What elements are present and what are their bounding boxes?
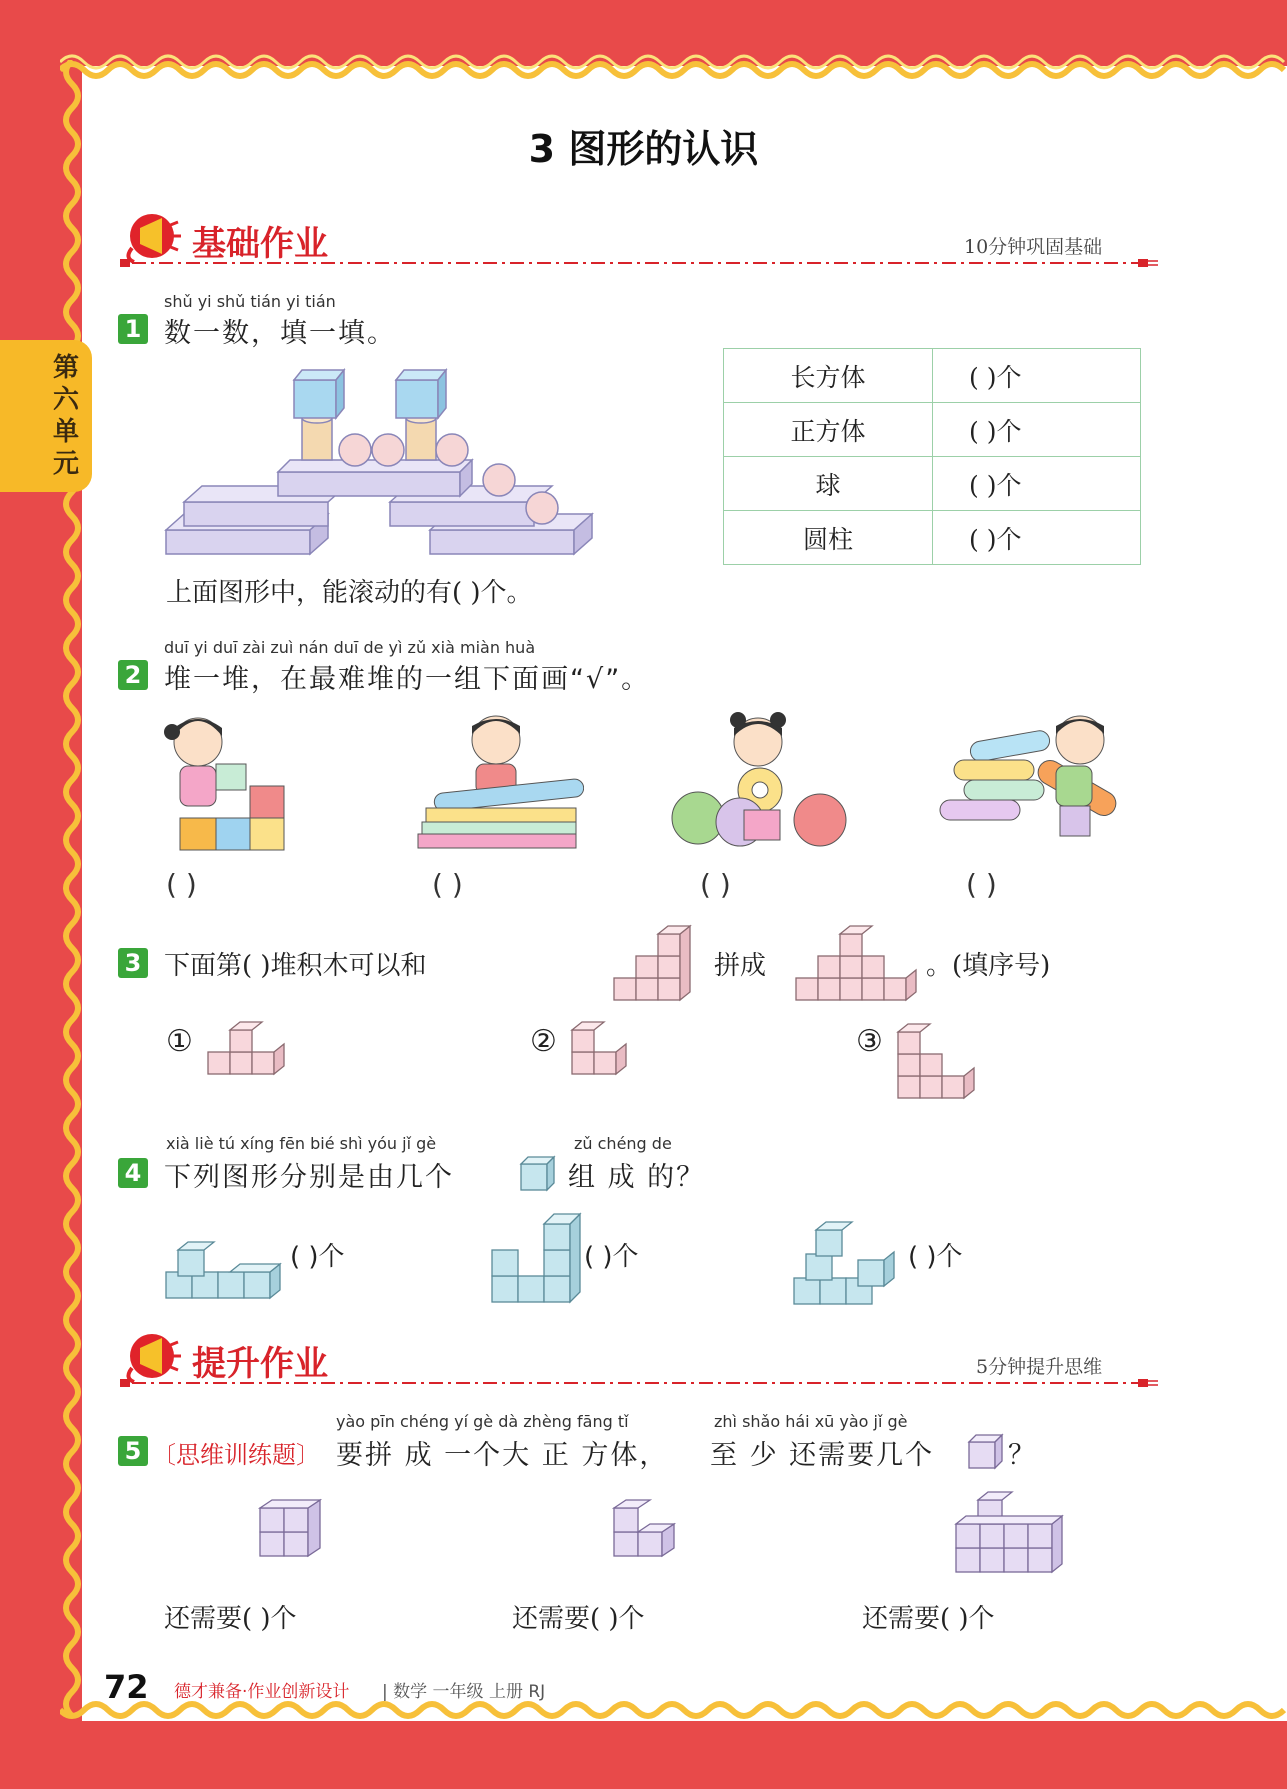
boy-stacking-cylinders-illustration bbox=[934, 706, 1124, 856]
q3-staircase-blocks bbox=[612, 920, 698, 1004]
q5-answer-2[interactable]: 还需要( )个 bbox=[512, 1604, 645, 1634]
q5-figure-2 bbox=[612, 1496, 700, 1562]
shape-name: 正方体 bbox=[724, 403, 933, 457]
section-basic-divider bbox=[118, 256, 1158, 270]
q3-text-a[interactable]: 下面第( )堆积木可以和 bbox=[164, 951, 427, 981]
table-row bbox=[724, 349, 1141, 403]
q4-number: 4 bbox=[118, 1158, 148, 1188]
small-cube-icon bbox=[966, 1432, 1006, 1472]
q1-number: 1 bbox=[118, 314, 148, 344]
q4-figure-3 bbox=[792, 1204, 912, 1310]
boy-stacking-cuboids-illustration bbox=[414, 706, 584, 856]
q5-number: 5 bbox=[118, 1436, 148, 1466]
answer-blank[interactable]: ( )个 bbox=[933, 457, 1141, 511]
q4-figure-2 bbox=[490, 1200, 590, 1310]
q2-text: 堆一堆，在最难堆的一组下面画“√”。 bbox=[164, 664, 651, 695]
girl-stacking-cubes-illustration bbox=[160, 706, 300, 856]
bottom-wave-border bbox=[60, 1698, 1287, 1738]
shape-name: 长方体 bbox=[724, 349, 933, 403]
footer-brand: 德才兼备·作业创新设计 bbox=[174, 1682, 350, 1702]
page-title: 3 图形的认识 bbox=[528, 127, 759, 171]
answer-blank[interactable]: ( )个 bbox=[933, 349, 1141, 403]
q5-text-a: 要拼 成 一个大 正 方体， bbox=[336, 1440, 669, 1471]
q3-option-1-blocks bbox=[206, 1018, 292, 1078]
q4-answer-3[interactable]: ( )个 bbox=[908, 1242, 963, 1272]
unit-side-tab-label: 第六单元 bbox=[52, 353, 79, 479]
section-advanced-divider bbox=[118, 1376, 1158, 1390]
q3-pyramid-blocks bbox=[794, 920, 930, 1004]
q4-figure-1 bbox=[164, 1220, 294, 1310]
q1-pinyin: shǔ yi shǔ tián yi tián bbox=[164, 292, 336, 311]
q3-number: 3 bbox=[118, 948, 148, 978]
q2-answer-1[interactable]: ( ) bbox=[166, 868, 197, 901]
q3-option-1[interactable]: ① bbox=[166, 1024, 193, 1059]
q5-text-c: ？ bbox=[1008, 1440, 1037, 1471]
unit-side-tab bbox=[0, 340, 92, 492]
q3-option-3-blocks bbox=[896, 1018, 982, 1104]
q5-text-b: 至 少 还需要几个 bbox=[710, 1440, 935, 1471]
q4-answer-1[interactable]: ( )个 bbox=[290, 1242, 345, 1272]
q5-pinyin-a: yào pīn chéng yí gè dà zhèng fāng tǐ bbox=[336, 1412, 629, 1431]
q2-answer-2[interactable]: ( ) bbox=[432, 868, 463, 901]
q1-count-table bbox=[723, 348, 1141, 565]
answer-blank[interactable]: ( )个 bbox=[933, 403, 1141, 457]
girl-stacking-balls-illustration bbox=[668, 706, 848, 856]
q2-number: 2 bbox=[118, 660, 148, 690]
q2-answer-4[interactable]: ( ) bbox=[966, 868, 997, 901]
q4-text-b: 组 成 的？ bbox=[568, 1162, 706, 1193]
section-basic-title: 基础作业 bbox=[192, 224, 328, 264]
unit-cube-icon bbox=[518, 1154, 558, 1194]
q5-answer-3[interactable]: 还需要( )个 bbox=[862, 1604, 995, 1634]
q4-answer-2[interactable]: ( )个 bbox=[584, 1242, 639, 1272]
q5-figure-3 bbox=[954, 1484, 1066, 1578]
q2-answer-3[interactable]: ( ) bbox=[700, 868, 731, 901]
shape-name: 球 bbox=[724, 457, 933, 511]
footer-info: | 数学 一年级 上册 RJ bbox=[382, 1682, 546, 1702]
table-row bbox=[724, 457, 1141, 511]
q4-text-a: 下列图形分别是由几个 bbox=[164, 1162, 454, 1193]
shape-name: 圆柱 bbox=[724, 511, 933, 565]
q5-pinyin-b: zhì shǎo hái xū yào jǐ gè bbox=[714, 1412, 908, 1431]
q3-option-3[interactable]: ③ bbox=[856, 1024, 883, 1059]
table-row bbox=[724, 403, 1141, 457]
q3-option-2-blocks bbox=[570, 1018, 636, 1078]
q4-pinyin-a: xià liè tú xíng fēn bié shì yóu jǐ gè bbox=[166, 1134, 437, 1153]
q5-figure-1 bbox=[258, 1496, 334, 1562]
q4-pinyin-b: zǔ chéng de bbox=[574, 1134, 672, 1153]
top-wave-border bbox=[60, 40, 1287, 80]
answer-blank[interactable]: ( )个 bbox=[933, 511, 1141, 565]
q1-shapes-figure bbox=[160, 362, 600, 562]
q1-text: 数一数，填一填。 bbox=[164, 318, 396, 349]
q3-option-2[interactable]: ② bbox=[530, 1024, 557, 1059]
section-advanced-subtitle: 5分钟提升思维 bbox=[976, 1356, 1103, 1378]
left-wave-border bbox=[42, 60, 86, 1720]
table-row bbox=[724, 511, 1141, 565]
section-basic-subtitle: 10分钟巩固基础 bbox=[964, 236, 1103, 258]
section-advanced-title: 提升作业 bbox=[192, 1344, 328, 1384]
page-number: 72 bbox=[104, 1668, 149, 1706]
q1-roll-text[interactable]: 上面图形中，能滚动的有( )个。 bbox=[166, 578, 533, 608]
q3-text-b: 拼成 bbox=[714, 951, 767, 981]
q5-tag: 〔思维训练题〕 bbox=[152, 1441, 320, 1469]
q3-text-c: 。(填序号) bbox=[926, 951, 1051, 981]
q2-pinyin: duī yi duī zài zuì nán duī de yì zǔ xià miàn huà bbox=[164, 638, 536, 657]
q5-answer-1[interactable]: 还需要( )个 bbox=[164, 1604, 297, 1634]
